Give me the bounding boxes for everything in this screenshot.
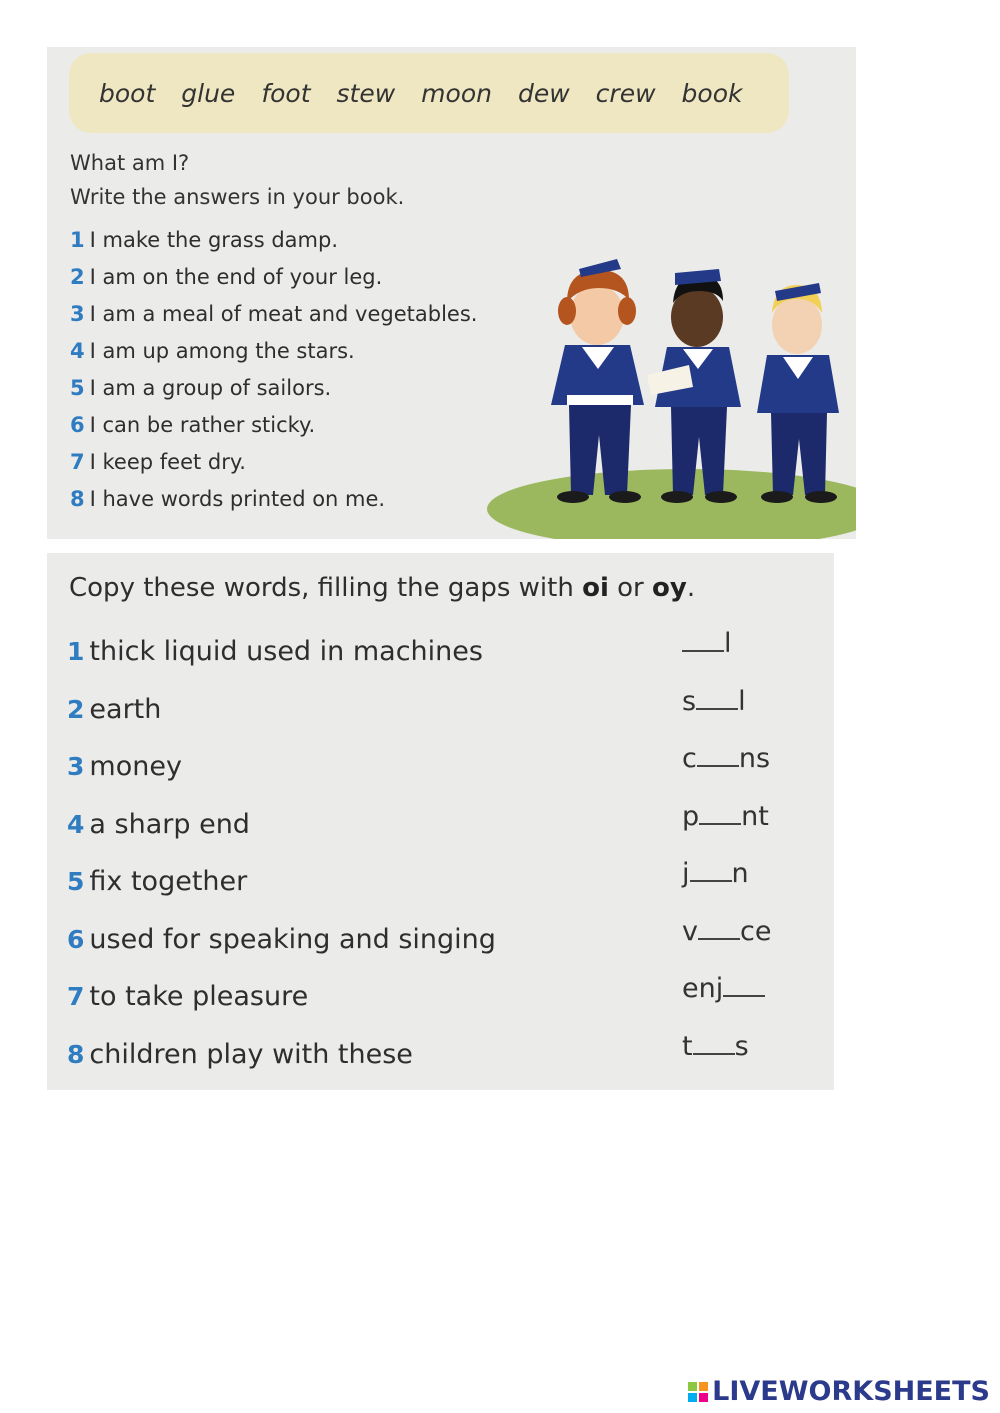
- word-end: l: [738, 685, 746, 717]
- word-bank-item: stew: [336, 78, 396, 108]
- item-number: 7: [70, 450, 85, 474]
- item-number: 5: [70, 376, 85, 400]
- word-bank-item: foot: [261, 78, 311, 108]
- riddle-item: [70, 449, 477, 486]
- gap-blank[interactable]: [690, 862, 732, 882]
- gap-word: [682, 857, 749, 891]
- gap-fill-panel: [47, 553, 834, 1090]
- gap-word: [682, 1030, 749, 1064]
- item-number: 1: [67, 637, 85, 666]
- word-bank-item: book: [681, 78, 743, 108]
- item-number: 3: [67, 752, 85, 781]
- word-start: s: [682, 685, 697, 717]
- item-number: 8: [70, 487, 85, 511]
- liveworksheets-logo: [688, 1376, 990, 1407]
- gap-clue: to take pleasure: [89, 981, 309, 1012]
- riddle-item: [70, 301, 477, 338]
- item-number: 6: [70, 413, 85, 437]
- gap-clue: thick liquid used in machines: [89, 636, 483, 667]
- gap-word: [682, 972, 765, 1006]
- riddle-text: I have words printed on me.: [89, 487, 386, 511]
- gap-item: [67, 1030, 827, 1091]
- gap-clue: children play with these: [89, 1038, 413, 1070]
- item-number: 5: [67, 867, 85, 896]
- option-oi: oi: [582, 573, 609, 603]
- gap-clue: earth: [89, 693, 162, 725]
- riddle-title: What am I?: [70, 151, 190, 175]
- brand-name: LIVEWORKSHEETS: [712, 1376, 990, 1407]
- word-start: p: [682, 800, 700, 832]
- word-end: s: [734, 1030, 749, 1062]
- riddle-list: [70, 227, 477, 523]
- item-number: 4: [70, 339, 85, 363]
- gap-clue: used for speaking and singing: [89, 923, 496, 955]
- gap-word: [682, 915, 771, 949]
- word-end: n: [731, 858, 749, 889]
- word-start: j: [682, 858, 690, 889]
- riddle-item: [70, 375, 477, 412]
- title-prefix: Copy these words, filling the gaps with: [69, 573, 583, 603]
- gap-blank[interactable]: [697, 747, 739, 767]
- gap-word: [682, 627, 732, 661]
- item-number: 3: [70, 302, 85, 326]
- item-number: 2: [70, 265, 85, 289]
- title-mid: or: [608, 573, 653, 603]
- gap-word: [682, 800, 769, 834]
- sailor-middle: [647, 269, 741, 503]
- item-number: 6: [67, 924, 85, 954]
- word-end: ns: [738, 743, 771, 774]
- word-bank-item: boot: [99, 78, 156, 108]
- riddle-text: I am a meal of meat and vegetables.: [89, 302, 478, 326]
- logo-squares-icon: [688, 1382, 708, 1402]
- riddle-text: I make the grass damp.: [89, 228, 339, 252]
- word-bank-item: dew: [517, 78, 570, 108]
- gap-clue: money: [89, 751, 182, 782]
- riddle-text: I am a group of sailors.: [89, 376, 332, 400]
- title-suffix: .: [686, 573, 696, 603]
- sailors-illustration: [487, 247, 856, 539]
- riddle-text: I can be rather sticky.: [89, 413, 316, 437]
- word-bank-item: glue: [181, 78, 236, 108]
- word-start: t: [682, 1030, 693, 1062]
- word-end: l: [724, 628, 732, 659]
- gap-blank[interactable]: [699, 805, 741, 825]
- riddle-item: [70, 486, 477, 523]
- word-bank: [69, 53, 789, 133]
- word-start: enj: [682, 973, 724, 1004]
- word-end: nt: [741, 800, 769, 832]
- item-number: 7: [67, 982, 85, 1011]
- gap-blank[interactable]: [682, 632, 724, 652]
- gap-blank[interactable]: [693, 1035, 735, 1055]
- riddle-text: I am up among the stars.: [89, 339, 355, 363]
- word-start: c: [682, 743, 697, 774]
- gap-blank[interactable]: [723, 977, 765, 997]
- riddle-text: I keep feet dry.: [89, 450, 246, 474]
- riddle-instruction: Write the answers in your book.: [70, 185, 405, 209]
- gap-fill-title: [69, 573, 695, 603]
- item-number: 1: [70, 228, 85, 252]
- riddle-item: [70, 412, 477, 449]
- word-end: ce: [739, 915, 772, 947]
- word-bank-item: crew: [595, 78, 656, 108]
- gap-clue: a sharp end: [89, 808, 250, 840]
- option-oy: oy: [652, 573, 687, 603]
- word-start: v: [682, 915, 698, 947]
- grass-patch: [487, 469, 856, 539]
- gap-blank[interactable]: [698, 920, 740, 940]
- sailor-right: [757, 283, 839, 503]
- sailor-left: [551, 259, 644, 503]
- item-number: 4: [67, 809, 85, 839]
- gap-clue: fix together: [89, 866, 248, 897]
- riddle-panel: [47, 47, 856, 539]
- gap-blank[interactable]: [696, 690, 738, 710]
- gap-word: [682, 742, 770, 776]
- riddle-text: I am on the end of your leg.: [89, 265, 383, 289]
- riddle-item: [70, 227, 477, 264]
- riddle-item: [70, 338, 477, 375]
- item-number: 8: [67, 1039, 85, 1069]
- gap-list: [67, 628, 827, 1090]
- riddle-item: [70, 264, 477, 301]
- word-bank-item: moon: [421, 78, 492, 108]
- item-number: 2: [67, 694, 85, 724]
- gap-word: [682, 685, 746, 719]
